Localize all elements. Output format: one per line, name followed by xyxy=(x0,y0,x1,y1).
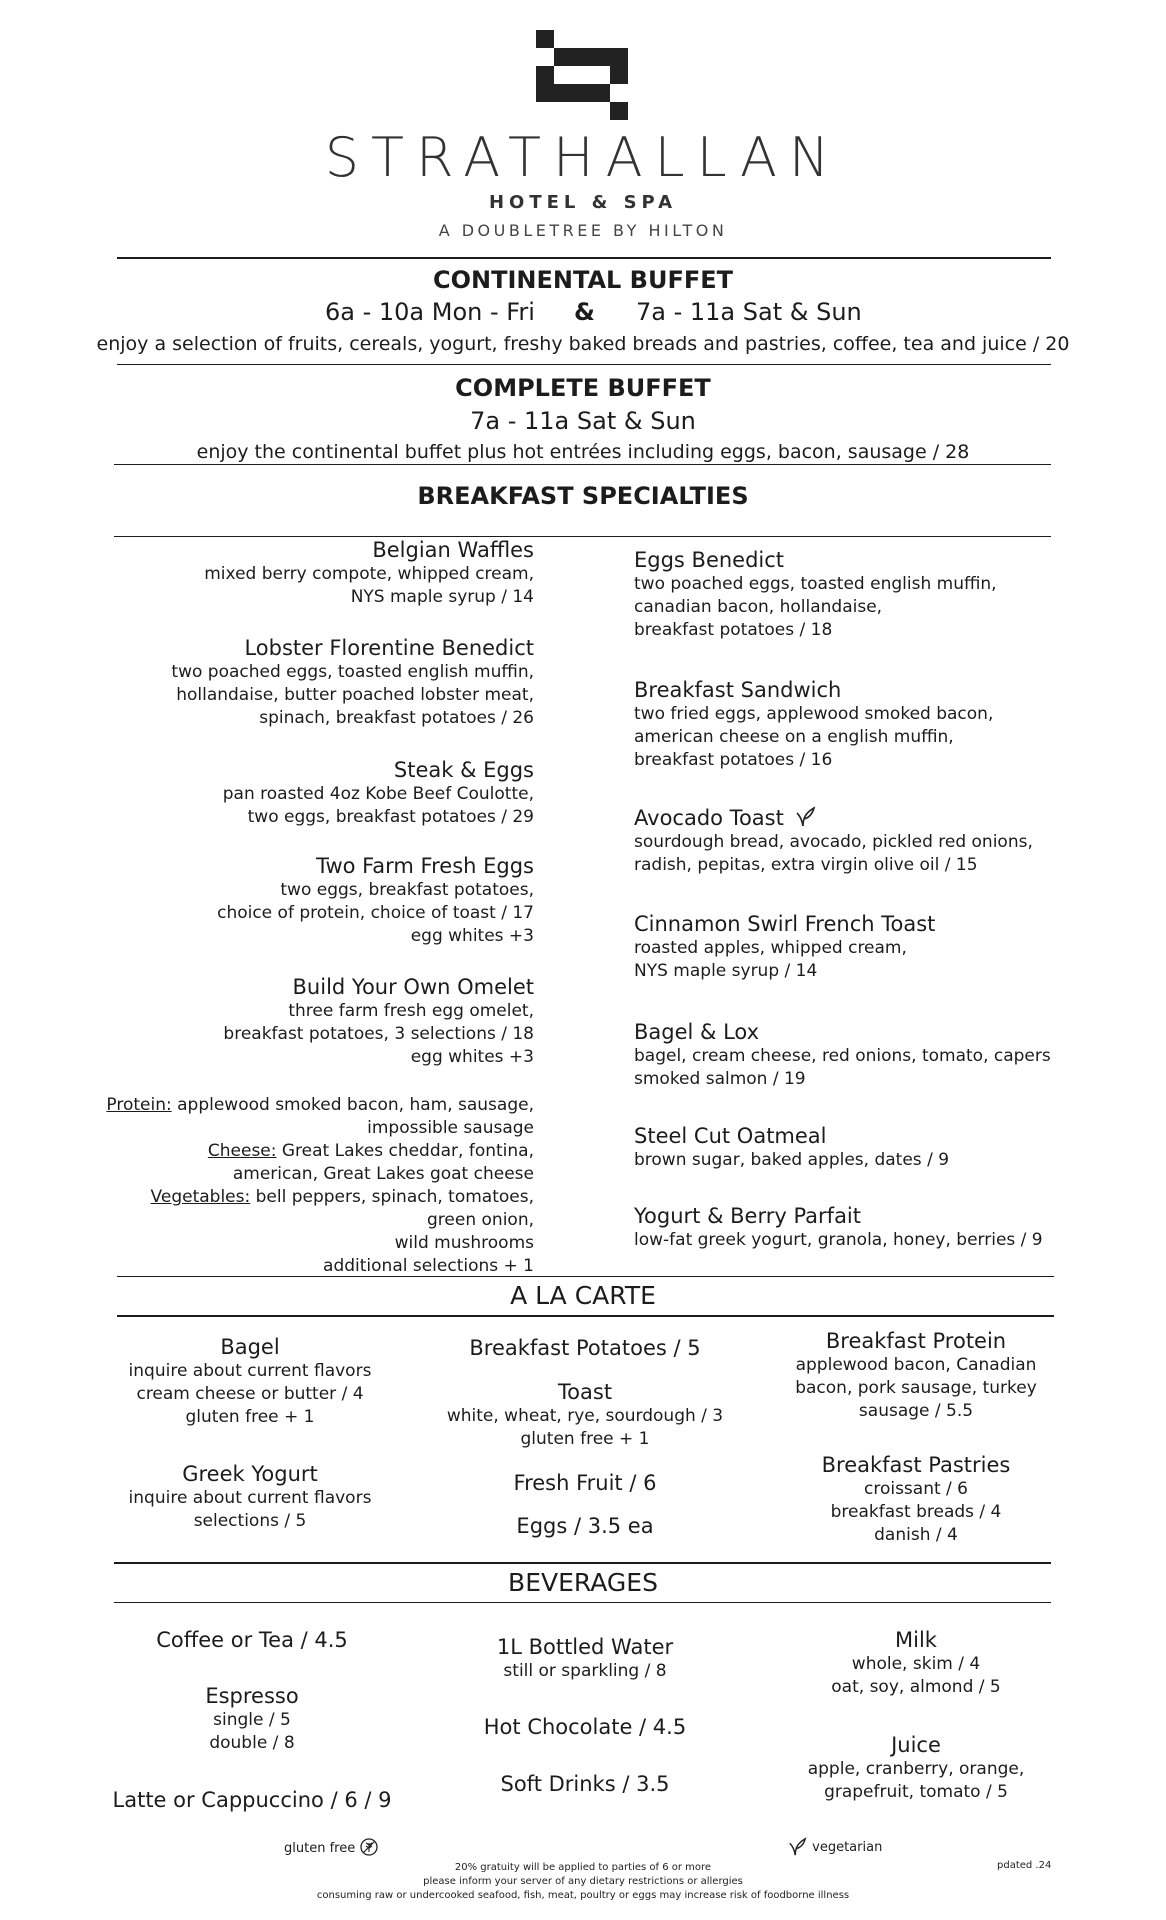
item-desc: hollandaise, butter poached lobster meat, xyxy=(176,685,534,705)
item-desc: sausage / 5.5 xyxy=(858,1401,974,1421)
cheese-options: american, Great Lakes goat cheese xyxy=(232,1164,534,1184)
footer-foodborne-warning: consuming raw or undercooked seafood, fish, meat, poultry or eggs may increase risk of foodborne illness xyxy=(316,1890,850,1901)
cheese-options: Great Lakes cheddar, fontina, xyxy=(276,1141,534,1161)
item-name: Toast xyxy=(557,1380,613,1404)
item-desc: roasted apples, whipped cream, xyxy=(634,938,907,958)
divider xyxy=(114,1602,1051,1603)
item-name: Build Your Own Omelet xyxy=(292,975,534,999)
divider xyxy=(117,1315,1054,1317)
legend-gluten-free-label: gluten free xyxy=(284,1841,356,1856)
beverage-hot-chocolate xyxy=(430,1714,740,1740)
menu-item-eggs-benedict xyxy=(634,547,1074,642)
item-desc: mixed berry compote, whipped cream, xyxy=(204,564,534,584)
beverage-soft-drinks xyxy=(430,1771,740,1797)
item-desc: two eggs, breakfast potatoes, xyxy=(280,880,534,900)
beverage-latte-cappuccino xyxy=(100,1787,404,1813)
item-name: 1L Bottled Water xyxy=(496,1635,674,1659)
footer-allergies: please inform your server of any dietary restrictions or allergies xyxy=(423,1876,743,1887)
beverage-milk xyxy=(766,1627,1066,1699)
item-desc: breakfast potatoes / 18 xyxy=(634,620,833,640)
item-desc: pan roasted 4oz Kobe Beef Coulotte, xyxy=(222,784,534,804)
gluten-free-icon xyxy=(359,1837,379,1857)
continental-description: enjoy a selection of fruits, cereals, yogurt, freshy baked breads and pastries, coffee, tea and juice / 20 xyxy=(96,333,1070,355)
item-desc: egg whites +3 xyxy=(410,926,534,946)
item-name: Steel Cut Oatmeal xyxy=(634,1124,827,1148)
item-desc: gluten free + 1 xyxy=(185,1407,315,1427)
brand-subtitle: HOTEL & SPA xyxy=(488,192,678,213)
item-desc: radish, pepitas, extra virgin olive oil / 15 xyxy=(634,855,978,875)
item-desc: american cheese on a english muffin, xyxy=(634,727,954,747)
item-name: Hot Chocolate / 4.5 xyxy=(483,1715,687,1739)
item-desc: still or sparkling / 8 xyxy=(503,1661,667,1681)
item-desc: oat, soy, almond / 5 xyxy=(831,1677,1001,1697)
continental-amp: & xyxy=(574,298,595,326)
legend-gluten-free xyxy=(284,1837,379,1857)
item-name: Breakfast Sandwich xyxy=(634,678,842,702)
item-name: Greek Yogurt xyxy=(182,1462,318,1486)
item-name: Eggs / 3.5 ea xyxy=(516,1514,654,1538)
footer-gratuity: 20% gratuity will be applied to parties of 6 or more xyxy=(454,1862,712,1873)
item-desc: two poached eggs, toasted english muffin, xyxy=(171,662,534,682)
item-name: Breakfast Protein xyxy=(825,1329,1007,1353)
item-name: Latte or Cappuccino / 6 / 9 xyxy=(112,1788,392,1812)
menu-item-lobster-florentine-benedict xyxy=(100,635,534,730)
item-desc: brown sugar, baked apples, dates / 9 xyxy=(634,1150,950,1170)
cheese-label: Cheese: xyxy=(207,1141,277,1161)
menu-item-breakfast-sandwich xyxy=(634,677,1074,772)
item-desc: two eggs, breakfast potatoes / 29 xyxy=(247,807,534,827)
menu-item-two-farm-fresh-eggs xyxy=(100,853,534,948)
divider xyxy=(117,364,1051,365)
strathallan-logo-mark xyxy=(536,30,628,122)
vegetable-options: bell peppers, spinach, tomatoes, xyxy=(250,1187,534,1207)
brand-affiliation: A DOUBLETREE BY HILTON xyxy=(438,221,728,240)
alacarte-breakfast-potatoes xyxy=(430,1335,740,1361)
item-desc: smoked salmon / 19 xyxy=(634,1069,806,1089)
item-name: Breakfast Pastries xyxy=(821,1453,1011,1477)
leaf-icon xyxy=(795,805,817,827)
item-desc: choice of protein, choice of toast / 17 xyxy=(217,903,534,923)
divider xyxy=(117,1276,1054,1277)
item-desc: two fried eggs, applewood smoked bacon, xyxy=(634,704,994,724)
item-desc: grapefruit, tomato / 5 xyxy=(824,1782,1008,1802)
item-desc: apple, cranberry, orange, xyxy=(807,1759,1025,1779)
item-desc: two poached eggs, toasted english muffin, xyxy=(634,574,997,594)
protein-label: Protein: xyxy=(106,1095,172,1115)
alacarte-toast xyxy=(430,1379,740,1451)
updated-note: pdated .24 xyxy=(997,1860,1052,1871)
item-name: Breakfast Potatoes / 5 xyxy=(469,1336,701,1360)
continental-hours-weekend: 7a - 11a Sat & Sun xyxy=(636,298,862,326)
leaf-icon xyxy=(788,1835,808,1857)
item-desc: breakfast potatoes, 3 selections / 18 xyxy=(223,1024,534,1044)
item-desc: danish / 4 xyxy=(874,1525,958,1545)
complete-description: enjoy the continental buffet plus hot entrées including eggs, bacon, sausage / 28 xyxy=(196,441,970,463)
item-name: Espresso xyxy=(205,1684,299,1708)
alacarte-title: A LA CARTE xyxy=(510,1281,656,1310)
alacarte-breakfast-pastries xyxy=(766,1452,1066,1547)
item-desc: applewood bacon, Canadian xyxy=(795,1355,1037,1375)
item-desc: spinach, breakfast potatoes / 26 xyxy=(259,708,534,728)
item-desc: whole, skim / 4 xyxy=(851,1654,981,1674)
legend-vegetarian xyxy=(788,1835,882,1857)
item-name: Avocado Toast xyxy=(634,806,784,830)
menu-item-belgian-waffles xyxy=(100,537,534,609)
brand-name: STRATHALLAN xyxy=(324,126,842,189)
item-desc: NYS maple syrup / 14 xyxy=(350,587,534,607)
item-name: Bagel xyxy=(220,1335,280,1359)
item-name: Soft Drinks / 3.5 xyxy=(500,1772,670,1796)
divider xyxy=(114,464,1051,465)
complete-hours: 7a - 11a Sat & Sun xyxy=(470,407,696,435)
item-desc: white, wheat, rye, sourdough / 3 xyxy=(446,1406,724,1426)
item-desc: croissant / 6 xyxy=(863,1479,968,1499)
alacarte-greek-yogurt xyxy=(100,1461,400,1533)
complete-title: COMPLETE BUFFET xyxy=(455,374,711,402)
item-desc: cream cheese or butter / 4 xyxy=(136,1384,364,1404)
beverage-bottled-water xyxy=(430,1634,740,1683)
item-desc: canadian bacon, hollandaise, xyxy=(634,597,883,617)
additional-selections: additional selections + 1 xyxy=(323,1256,534,1276)
item-desc: three farm fresh egg omelet, xyxy=(288,1001,534,1021)
menu-item-steak-and-eggs xyxy=(100,757,534,829)
item-desc: breakfast potatoes / 16 xyxy=(634,750,833,770)
beverage-espresso xyxy=(100,1683,404,1755)
continental-hours-weekday: 6a - 10a Mon - Fri xyxy=(325,298,535,326)
beverage-juice xyxy=(766,1732,1066,1804)
item-name: Two Farm Fresh Eggs xyxy=(316,854,534,878)
item-desc: egg whites +3 xyxy=(410,1047,534,1067)
item-desc: double / 8 xyxy=(209,1733,295,1753)
divider xyxy=(114,1562,1051,1564)
alacarte-eggs xyxy=(430,1513,740,1539)
specialties-title: BREAKFAST SPECIALTIES xyxy=(417,482,749,510)
legend-vegetarian-label: vegetarian xyxy=(812,1840,883,1855)
item-name: Juice xyxy=(891,1733,941,1757)
item-name: Lobster Florentine Benedict xyxy=(244,636,534,660)
item-name: Cinnamon Swirl French Toast xyxy=(634,912,936,936)
item-desc: low-fat greek yogurt, granola, honey, berries / 9 xyxy=(634,1230,1043,1250)
item-name: Coffee or Tea / 4.5 xyxy=(156,1628,348,1652)
beverages-title: BEVERAGES xyxy=(508,1568,658,1597)
alacarte-fresh-fruit xyxy=(430,1470,740,1496)
item-name: Bagel & Lox xyxy=(634,1020,760,1044)
alacarte-breakfast-protein xyxy=(766,1328,1066,1423)
item-desc: bagel, cream cheese, red onions, tomato, capers xyxy=(634,1046,1051,1066)
divider xyxy=(117,257,1051,259)
item-name: Yogurt & Berry Parfait xyxy=(634,1204,862,1228)
item-name: Milk xyxy=(895,1628,937,1652)
alacarte-bagel xyxy=(100,1334,400,1429)
menu-item-bagel-and-lox xyxy=(634,1019,1074,1091)
beverage-coffee-tea xyxy=(100,1627,404,1653)
item-desc: breakfast breads / 4 xyxy=(830,1502,1002,1522)
vegetable-options: wild mushrooms xyxy=(394,1233,534,1253)
item-name: Belgian Waffles xyxy=(372,538,534,562)
item-desc: inquire about current flavors xyxy=(128,1488,372,1508)
item-desc: inquire about current flavors xyxy=(128,1361,372,1381)
menu-item-build-your-own-omelet xyxy=(100,974,534,1069)
protein-options: applewood smoked bacon, ham, sausage, xyxy=(171,1095,534,1115)
omelet-options xyxy=(100,1094,534,1278)
item-name: Steak & Eggs xyxy=(393,758,534,782)
item-name: Eggs Benedict xyxy=(634,548,785,572)
item-desc: bacon, pork sausage, turkey xyxy=(795,1378,1037,1398)
item-desc: gluten free + 1 xyxy=(520,1429,650,1449)
item-desc: NYS maple syrup / 14 xyxy=(634,961,818,981)
protein-options: impossible sausage xyxy=(367,1118,534,1138)
item-desc: single / 5 xyxy=(213,1710,291,1730)
vegetables-label: Vegetables: xyxy=(150,1187,251,1207)
menu-item-steel-cut-oatmeal xyxy=(634,1123,1074,1172)
item-desc: sourdough bread, avocado, pickled red onions, xyxy=(634,832,1033,852)
menu-item-avocado-toast xyxy=(634,805,1074,877)
menu-item-yogurt-berry-parfait xyxy=(634,1203,1074,1252)
item-name: Fresh Fruit / 6 xyxy=(513,1471,657,1495)
item-desc: selections / 5 xyxy=(193,1511,307,1531)
menu-item-cinnamon-swirl-french-toast xyxy=(634,911,1074,983)
vegetable-options: green onion, xyxy=(427,1210,534,1230)
continental-title: CONTINENTAL BUFFET xyxy=(432,266,734,294)
